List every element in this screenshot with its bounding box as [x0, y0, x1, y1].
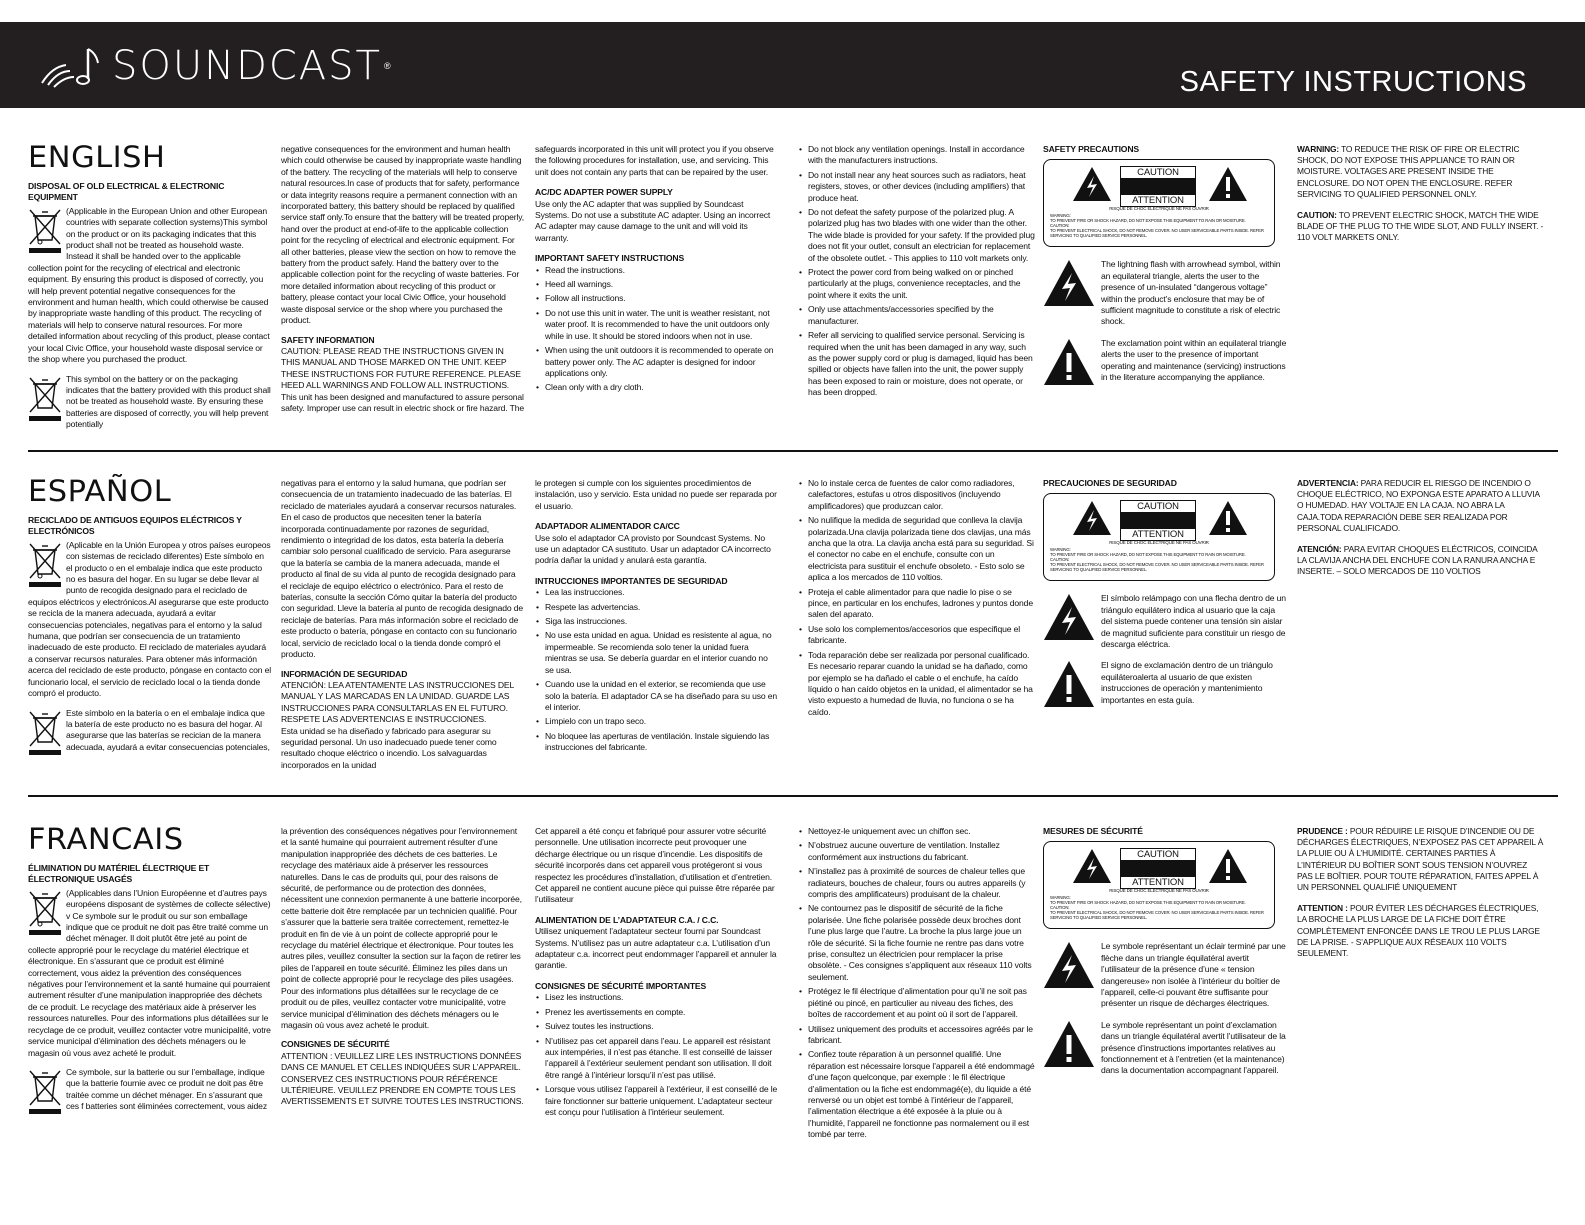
caution-word: CAUTION [1120, 848, 1196, 861]
list-item: • No lo instale cerca de fuentes de calor como radiadores, calefactores, estufas u otros dispositivos (incluyendo amplificadores) que produzcan calor. [808, 478, 1035, 512]
list-item: • Protect the power cord from being walked on or pinched particularly at the plugs, convenience receptacles, and the point where it exits the unit. [808, 267, 1035, 301]
caution-paragraph: ATENCIÓN: PARA EVITAR CHOQUES ELÉCTRICOS, COINCIDA LA CLAVIJA ANCHA DEL ENCHUFE CON LA RANURA ANCHA E INSERTE. – SOLO MERCADOS DE 110 VOLTIOS [1297, 544, 1538, 577]
caution-label-warning: WARNING: TO PREVENT FIRE OR SHOCK HAZARD, DO NOT EXPOSE THIS EQUIPMENT TO RAIN OR MOISTURE. CAUTION: TO PREVENT ELECTRICAL SHOCK, DO NOT REMOVE COVER. NO USER SERVICEABLE PARTS INSIDE. REFER SERVICING TO QUALIFIED SERVICE PERSONNEL. [1050, 213, 1264, 239]
list-item: • Siga las instrucciones. [545, 616, 778, 627]
warning-paragraph: WARNING: TO REDUCE THE RISK OF FIRE OR ELECTRIC SHOCK, DO NOT EXPOSE THIS APPLIANCE TO RAIN OR MOISTURE. VOLTAGES ARE PRESENT INSIDE THE ENCLOSURE. DO NOT OPEN THE ENCLOSURE. REFER SERVICING TO QUALIFIED PERSONNEL ONLY. [1297, 144, 1520, 199]
battery-text: negativas para el entorno y la salud humana, que podrían ser consecuencia de un tratamiento inadecuado de las baterías. El reciclado de materiales ayudará a conservar recursos naturales. En el caso de productos que necesiten tener la batería incorporada continuadamente por razones de seguridad, rendimiento o integridad de los datos, esta batería la debería cambiar solo personal cualificado de servicio. Para asegurarse que la batería se cambia de la manera adecuada, mande el producto al final de su vida al punto de recogida designado para el reciclaje de equipo eléctrico o electrónico. Para el resto de baterías, consulte la sección Cómo quitar la batería del producto con seguridad. Lleve la batería al punto de recogida designado de reciclaje de baterías. Para más información sobre el reciclado de este producto o batería, póngase en contacto con su funcionario local, servicio de reciclado local o la tienda donde compró el producto. [281, 478, 524, 660]
adapter-text: Utilisez uniquement l’adaptateur secteur fourni par Soundcast Systems. N’utilisez pas un autre adaptateur c.a. L’utilisation d’un adaptateur c.a. incorrect peut endommager l’appareil et annuler la garantie. [535, 926, 777, 971]
list-item: • Suivez toutes les instructions. [545, 1021, 778, 1032]
important-title: IMPORTANT SAFETY INSTRUCTIONS [535, 253, 685, 264]
list-item: • Use solo los complementos/accesorios que especifique el fabricante. [808, 624, 1035, 647]
adapter-text: Use solo el adaptador CA provisto por Soundcast Systems. No use un adaptador CA sustituto. Usar un adaptador CA incorrecto podría dañar la unidad y anulará esta garantía. [535, 532, 771, 566]
column-precautions [1043, 826, 1288, 1077]
caution-word: CAUTION [1120, 500, 1196, 513]
list-item: • Ne contournez pas le dispositif de sécurité de la fiche polarisée. Une fiche polarisée possède deux broches dont l’une plus large que l’autre. La broche la plus large joue un rôle de sécurité. Si la fiche fournie ne rentre pas dans votre prise, consultez un électricien pour remplacer la prise obsolète. - Ces consignes s’appliquent aux réseaux 110 volts seulement. [808, 903, 1035, 983]
risque-text: RISQUE DE CHOC ELECTRIQUE NE PAS OUVRIR [1109, 540, 1209, 546]
caution-center [1120, 500, 1196, 541]
safety-info-caps: ATTENTION : VEUILLEZ LIRE LES INSTRUCTIONS DONNÉES DANS CE MANUEL ET CELLES INDIQUÉES SUR L’APPAREIL. CONSERVEZ CES INSTRUCTIONS POUR RÉFÉRENCE ULTÉRIEURE. VEUILLEZ PRENDRE EN COMPTE TOUS LES AVERTISSEMENTS ET SUIVRE TOUTES LES INSTRUCTIONS. [281, 1050, 524, 1107]
column-battery-safety [281, 144, 524, 414]
safety-info-caps: ATENCIÓN: LEA ATENTAMENTE LAS INSTRUCCIONES DEL MANUAL Y LAS MARCADAS EN LA UNIDAD. GUARDE LAS INSTRUCCIONES PARA CONSULTARLAS EN EL FUTURO. RESPETE LAS ADVERTENCIAS E INSTRUCCIONES. [281, 679, 514, 725]
instructions-list [798, 478, 1035, 718]
attention-word: ATTENTION [1120, 528, 1196, 541]
caution-label-warning: WARNING: TO PREVENT FIRE OR SHOCK HAZARD, DO NOT EXPOSE THIS EQUIPMENT TO RAIN OR MOISTURE. CAUTION: TO PREVENT ELECTRICAL SHOCK, DO NOT REMOVE COVER. NO USER SERVICEABLE PARTS INSIDE. REFER SERVICING TO QUALIFIED SERVICE PERSONNEL. [1050, 895, 1264, 921]
caution-paragraph: ATTENTION : POUR ÉVITER LES DÉCHARGES ÉLECTRIQUES, LA BROCHE LA PLUS LARGE DE LA FICHE DOIT ÊTRE COMPLÈTEMENT ENFONCÉE DANS LE TROU LE PLUS LARGE DE LA PRISE. - S’APPLIQUE AUX RÉSEAUX 110 VOLTS SEULEMENT. [1297, 903, 1540, 959]
list-item: • Follow all instructions. [545, 293, 778, 304]
safety-info-text: Esta unidad se ha diseñado y fabricado para asegurar su seguridad personal. Un uso inadecuado puede tener como resultado choque eléctrico o incendio. Los salvaguardas incorporados en la unidad [281, 725, 497, 770]
precautions-title: PRECAUCIONES DE SEGURIDAD [1043, 478, 1177, 488]
crossed-bin-icon [28, 1067, 62, 1115]
crossed-bin-icon [28, 540, 62, 588]
caution-black-band [1120, 513, 1196, 528]
column-warnings [1297, 826, 1544, 959]
list-item: • Do not install near any heat sources such as radiators, heat registers, stoves, or other devices (including amplifiers) that produce heat. [808, 170, 1035, 204]
adapter-title: ALIMENTATION DE L’ADAPTATEUR C.A. / C.C. [535, 914, 719, 925]
list-item: • Toda reparación debe ser realizada por personal cualificado. Es necesario reparar cuando la unidad se ha dañado, como por ejemplo se ha dañado el cable o el enchufe, ha caído líquido o han caído objetos en la unidad, el alimentador se ha visto expuesto a humedad de lluvia, no funciona o se ha caído. [808, 650, 1035, 718]
column-instructions [798, 478, 1035, 721]
language-heading: ENGLISH [28, 140, 166, 174]
list-item: • When using the unit outdoors it is recommended to operate on battery power only. The AC adapter is designed for indoor applications only. [545, 345, 778, 379]
important-title: INTRUCCIONES IMPORTANTES DE SEGURIDAD [535, 575, 728, 586]
list-item: • Do not use this unit in water. The unit is weather resistant, not water proof. It is recommended to have the unit outdoors only while in use. It should be stored indoors when not in use. [545, 308, 778, 342]
column-battery-safety [281, 826, 524, 1108]
important-list [535, 992, 778, 1118]
soundcast-logo [38, 36, 391, 96]
list-item: • Clean only with a dry cloth. [545, 382, 778, 393]
list-item: • No bloquee las aperturas de ventilación. Instale siguiendo las instrucciones del fabricante. [545, 731, 778, 754]
crossed-bin-icon [28, 888, 62, 936]
caution-center [1120, 848, 1196, 889]
language-heading: ESPAÑOL [28, 474, 172, 508]
important-list [535, 587, 778, 753]
battery-disposal-text: Ce symbole, sur la batterie ou sur l’emballage, indique que la batterie fournie avec ce produit ne doit pas être traitée comme un déchet ménager. En s’assurant que ces f batteries sont éliminées correctement, vous aidez [28, 1067, 271, 1113]
caution-black-band [1120, 861, 1196, 876]
exclamation-triangle-icon [1208, 500, 1248, 536]
list-item: • Nettoyez-le uniquement avec un chiffon sec. [808, 826, 1035, 837]
safeguards-text: safeguards incorporated in this unit will protect you if you observe the following procedures for installation, use, and servicing. This unit does not contain any parts that can be repaired by the user. [535, 144, 774, 177]
column-adapter [535, 478, 778, 757]
caution-center [1120, 166, 1196, 207]
list-item: • Respete las advertencias. [545, 602, 778, 613]
exclamation-explanation: El signo de exclamación dentro de un triángulo equiláteroalerta al usuario de que existen instrucciones de operación y mantenimiento importantes en esta guía. [1043, 660, 1288, 712]
disposal-text: (Applicables dans l’Union Européenne et d’autres pays européens disposant de systèmes de collecte sélective) v Ce symbole sur le produit ou sur son emballage indique que ce produit ne doit pas être traité comme un déchet ménager. Il doit plutôt être jeté au point de collecte approprié pour le recyclage du matériel électrique et électronique. En s’assurant que ce produit est éliminé correctement, vous aidez la prévention des conséquences négatives pour l’environnement et la santé humaine qui pourraient autrement résulter d’une manipulation inappropriée des déchets de ce produit. Le recyclage des matériaux aide à préserver les ressources naturelles. Pour des informations plus détaillées sur le recyclage de ce produit, veuillez contacter votre municipalité, votre service municipal d’élimination des déchets ménagers ou le magasin où vous avez acheté le produit. [28, 887, 271, 1058]
header-bar [0, 22, 1585, 108]
list-item: • Heed all warnings. [545, 279, 778, 290]
list-item: • Cuando use la unidad en el exterior, se recomienda que use solo la batería. El adaptador CA se ha diseñado para su uso en el interior. [545, 679, 778, 713]
exclamation-triangle-icon [1208, 848, 1248, 884]
exclamation-explanation: Le symbole représentant un point d’exclamation dans un triangle équilatéral avertit l’utilisateur de la présence d’instructions importantes relatives au fonctionnement et à l’entretien (et la maintenance) dans la documentation accompagnant l’appareil. [1043, 1020, 1288, 1077]
attention-word: ATTENTION [1120, 876, 1196, 889]
list-item: • Confiez toute réparation à un personnel qualifié. Une réparation est nécessaire lorsque l’appareil a été endommagé d’une façon quelconque, par exemple : le fil électrique d’alimentation ou la fiche est endommagé(e), du liquide a été renversé ou un objet est tombé à l’intérieur de l’appareil, l’alimentation électrique a été exposée à la pluie ou à l’humidité, l’appareil ne fonctionne pas normalement ou il est tombé par terre. [808, 1049, 1035, 1140]
list-item: • Limpielo con un trapo seco. [545, 716, 778, 727]
caution-label-warning: WARNING: TO PREVENT FIRE OR SHOCK HAZARD, DO NOT EXPOSE THIS EQUIPMENT TO RAIN OR MOISTURE. CAUTION: TO PREVENT ELECTRICAL SHOCK, DO NOT REMOVE COVER. NO USER SERVICEABLE PARTS INSIDE. REFER SERVICING TO QUALIFIED SERVICE PERSONNEL. [1050, 547, 1264, 573]
safeguards-text: Cet appareil a été conçu et fabriqué pour assurer votre sécurité personnelle. Une utilisation incorrecte peut provoquer une décharge électrique ou un risque d’incendie. Les dispositifs de sécurité incorporés dans cet appareil vous protégeront si vous respectez les procédures d’installation, d’utilisation et d’entretien. Cet appareil ne contient aucune pièce qui puisse être réparée par l’utilisateur [535, 826, 775, 905]
battery-disposal-text: Este símbolo en la batería o en el embalaje indica que la batería de este producto no es basura del hogar. Al asegurarse que las baterías se recician de la manera adecuada, ayudará a evitar consecuencias potenciales, [28, 708, 271, 754]
list-item: • Protégez le fil électrique d’alimentation pour qu’il ne soit pas piétiné ou pincé, en particulier au niveau des fiches, des boîtes de raccordement et au point où il sort de l’appareil. [808, 986, 1035, 1020]
exclamation-triangle-icon [1043, 338, 1095, 386]
list-item: • Only use attachments/accessories specified by the manufacturer. [808, 304, 1035, 327]
column-instructions [798, 144, 1035, 402]
safety-info-title: SAFETY INFORMATION [281, 334, 375, 345]
disposal-text: (Applicable in the European Union and other European countries with separate collection systems)This symbol on the product or on its packaging indicates that this product shall not be treated as household waste. Instead it shall be handed over to the applicable collection point for the recycling of electrical and electronic equipment. By ensuring this product is disposed of correctly, you will help prevent potential negative consequences for the environment and human health, which could otherwise be caused by inappropriate waste handling of this product. The recycling of materials will help to conserve natural resources. For more detailed information about recycling of this product, please contact your local Civic Office, your household waste disposal service or the shop where you purchased the product. [28, 205, 270, 365]
risque-text: RISQUE DE CHOC ELECTRIQUE NE PAS OUVRIR [1109, 206, 1209, 212]
list-item: • Lisez les instructions. [545, 992, 778, 1003]
risque-text: RISQUE DE CHOC ELECTRIQUE NE PAS OUVRIR [1109, 888, 1209, 894]
safety-info-title: INFORMACIÓN DE SEGURIDAD [281, 668, 408, 679]
column-battery-safety [281, 478, 524, 771]
caution-label [1043, 841, 1275, 929]
list-item: • Lorsque vous utilisez l’appareil à l’extérieur, il est conseillé de le faire fonctionner sur batterie uniquement. L’adaptateur secteur est conçu pour l’utilisation à l’intérieur seulement. [545, 1084, 778, 1118]
precautions-title: MESURES DE SÉCURITÉ [1043, 826, 1143, 836]
lightning-triangle-icon [1043, 593, 1095, 641]
column-instructions [798, 826, 1035, 1144]
soundcast-logo-icon [38, 41, 108, 91]
list-item: • Do not block any ventilation openings. Install in accordance with the manufacturers instructions. [808, 144, 1035, 167]
precautions-title: SAFETY PRECAUTIONS [1043, 144, 1139, 154]
column-disposal [28, 140, 271, 431]
lightning-explanation: Le symbole représentant un éclair terminé par une flèche dans un triangle équilatéral avertit l’utilisateur de la présence d’une « tension dangereuse» non isolée à l’intérieur du boîtier de l’appareil, celle-ci pouvant être suffisante pour présenter un risque de décharges électriques. [1043, 941, 1288, 1009]
list-item: • No nulifique la medida de seguridad que conlleva la clavija polarizada.Una clavija polarizada tiene dos clavijas, una más ancha que la otra. La clavija ancha está para su seguridad. Si el conector no cabe en el enchufe, consulte con un electricista para sustituir el enchufe obsoleto. - Esto solo se aplica a los mercados de 110 voltios. [808, 515, 1035, 583]
crossed-bin-icon [28, 206, 62, 254]
adapter-title: ADAPTADOR ALIMENTADOR CA/CC [535, 521, 680, 532]
caution-paragraph: CAUTION: TO PREVENT ELECTRIC SHOCK, MATCH THE WIDE BLADE OF THE PLUG TO THE WIDE SLOT, AND FULLY INSERT. - 110 VOLT MARKETS ONLY. [1297, 210, 1544, 243]
exclamation-triangle-icon [1208, 166, 1248, 202]
safety-info-title: CONSIGNES DE SÉCURITÉ [281, 1039, 390, 1050]
list-item: • N’utilisez pas cet appareil dans l’eau. Le appareil est résistant aux intempéries, il n’est pas étanche. Il est conseillé de laisser l’appareil à l’extérieur seulement pendant son utilisation. Il doit être rangé à l’intérieur lorsqu’il n’est pas utilisé. [545, 1036, 778, 1082]
lightning-triangle-icon [1043, 259, 1095, 307]
brand-name: SOUNDCAST [112, 43, 382, 89]
lightning-explanation: El símbolo relámpago con una flecha dentro de un triángulo equilátero indica al usuario que la caja del sistema puede contener una tensión sin aislar de magnitud suficiente para constituir un riesgo de descarga eléctrica. [1043, 593, 1288, 650]
adapter-text: Use only the AC adapter that was supplied by Soundcast Systems. Do not use a substitute AC adapter. Using an incorrect AC adapter may cause damage to the unit and will void its warranty. [535, 198, 771, 243]
lightning-explanation: The lightning flash with arrowhead symbol, within an equilateral triangle, alerts the user to the presence of un-insulated “dangerous voltage” within the product’s enclosure that may be of sufficient magnitude to constitute a risk of electric shock. [1043, 259, 1288, 327]
caution-word: CAUTION [1120, 166, 1196, 179]
column-disposal [28, 474, 271, 756]
section-divider [28, 450, 1558, 452]
lightning-triangle-icon [1072, 848, 1112, 884]
safety-info-text: This unit has been designed and manufactured to assure personal safety. Improper use can result in electric shock or fire hazard. The [281, 391, 524, 413]
disposal-text: (Aplicable en la Unión Europea y otros países europeos con sistemas de reciclado diferentes) Este símbolo en el producto o en el embalaje indica que este producto no es basura del hogar. En su lugar se debe llevar al punto de recogida designado para el reciclado de equipos eléctricos y electrónicos.Al asegurarse que este producto se recicla de la manera adecuada, ayudará a evitar consecuencias potenciales, negativas para el entorno y la salud humana, que podrían ser consecuencia de un tratamiento inadecuado de este producto. El reciclado de materiales ayudará a conservar recursos naturales. Para obtener más información acerca del reciclado de este producto, póngase en contacto con el funcionario local, el servicio de reciclado local o la tienda donde compró el producto. [28, 539, 271, 699]
column-precautions [1043, 144, 1288, 390]
battery-text: negative consequences for the environment and human health which could otherwise be caused by inappropriate waste handling of the battery. The recycling of the materials will help to conserve natural resources.In case of products that for safety, performance or data integrity reasons require a permanent connection with an incorporated battery, this battery should be replaced by qualified service staff only.To ensure that the battery will be treated properly, hand over the product at end-of-life to the applicable collection point for the recycling of electrical and electronic equipment. For all other batteries, please view the section on how to remove the battery from the product safely. Hand the battery over to the applicable collection point for the recycling of waste batteries. For more detailed information about recycling of this product or battery, please contact your local Civic Office, your household waste disposal service or the shop where you purchased the product. [281, 144, 524, 326]
lightning-triangle-icon [1072, 500, 1112, 536]
battery-disposal-text: This symbol on the battery or on the packaging indicates that the battery provided with this product shall not be treated as household waste. By ensuring these batteries are disposed of correctly, you will help prevent potentially [28, 374, 271, 431]
section-divider [28, 795, 1558, 797]
disposal-title: RECICLADO DE ANTIGUOS EQUIPOS ELÉCTRICOS Y ELECTRÓNICOS [28, 515, 242, 537]
column-warnings [1297, 144, 1544, 244]
crossed-bin-icon [28, 708, 62, 756]
list-item: • Lea las instrucciones. [545, 587, 778, 598]
important-title: CONSIGNES DE SÉCURITÉ IMPORTANTES [535, 980, 707, 991]
lightning-triangle-icon [1072, 166, 1112, 202]
disposal-title: ÉLIMINATION DU MATÉRIEL ÉLECTRIQUE ET ÉLECTRONIQUE USAGÉS [28, 863, 210, 885]
page-title: SAFETY INSTRUCTIONS [1179, 66, 1527, 98]
exclamation-triangle-icon [1043, 1020, 1095, 1068]
battery-text: la prévention des conséquences négatives pour l’environnement et la santé humaine qui pourraient autrement résulter d’une manipulation inappropriée des déchets de ces batteries. Le recyclage des matériaux aide à préserver les ressources naturelles. Dans le cas de produits qui, pour des raisons de sécurité, de performance ou de protection des données, nécessitent une connexion permanente à une batterie incorporée, cette batterie doit être remplacée par un technicien qualifié. Pour s’assurer que la batterie sera traitée correctement, remettez-le produit en fin de vie à un point de collecte approprié pour le recyclage du matériel électrique et électronique. Pour toutes les autres piles, veuillez consulter la section sur la façon de retirer les piles de l’appareil en toute sécurité. Éliminez les piles dans un point de collecte approprié pour le recyclage des piles usagées. Pour des informations plus détaillées sur le recyclage de ce produit ou de piles, veuillez contacter votre municipalité, votre service municipal d’élimination des déchets ménagers ou le magasin où vous avez acheté le produit. [281, 826, 522, 1030]
important-list [535, 265, 778, 394]
attention-word: ATTENTION [1120, 194, 1196, 207]
language-heading: FRANCAIS [28, 822, 184, 856]
caution-label [1043, 159, 1275, 247]
list-item: • Read the instructions. [545, 265, 778, 276]
column-precautions [1043, 478, 1288, 712]
safety-info-caps: CAUTION: PLEASE READ THE INSTRUCTIONS GIVEN IN THIS MANUAL AND THOSE MARKED ON THE UNIT. KEEP THESE INSTRUCTIONS FOR FUTURE REFERENCE. PLEASE HEED ALL WARNINGS AND FOLLOW ALL INSTRUCTIONS. [281, 345, 521, 391]
adapter-title: AC/DC ADAPTER POWER SUPPLY [535, 187, 673, 198]
caution-label [1043, 493, 1275, 581]
list-item: • Prenez les avertissements en compte. [545, 1007, 778, 1018]
column-disposal [28, 822, 271, 1115]
instructions-list [798, 826, 1035, 1141]
list-item: • Refer all servicing to qualified service personal. Servicing is required when the unit has been damaged in any way, such as the power supply cord or plug is damaged, liquid has been spilled or objects have fallen into the unit, the power supply has been exposed to rain or moisture, does not operate, or has been dropped. [808, 330, 1035, 398]
list-item: • N’obstruez aucune ouverture de ventilation. Installez conformément aux instructions du fabricant. [808, 840, 1035, 863]
lightning-triangle-icon [1043, 941, 1095, 989]
safeguards-text: le protegen si cumple con los siguientes procedimientos de instalación, uso y servicio. Esta unidad no puede ser reparada por el usuario. [535, 478, 777, 511]
warning-paragraph: ADVERTENCIA: PARA REDUCIR EL RIESGO DE INCENDIO O CHOQUE ELÉCTRICO, NO EXPONGA ESTE APARATO A LLUVIA O HUMEDAD. HAY VOLTAJE EN LA CAJA. NO ABRA LA CAJA.TODA REPARACIÓN DEBE SER REALIZADA POR PERSONAL CUALIFICADO. [1297, 478, 1540, 533]
list-item: • N’installez pas à proximité de sources de chaleur telles que radiateurs, bouches de chaleur, fours ou autres appareils (y compris des amplificateurs) produisant de la chaleur. [808, 866, 1035, 900]
registered-mark: ® [384, 61, 391, 71]
column-adapter [535, 144, 778, 397]
list-item: • Utilisez uniquement des produits et accessoires agréés par le fabricant. [808, 1024, 1035, 1047]
caution-black-band [1120, 179, 1196, 194]
exclamation-triangle-icon [1043, 660, 1095, 708]
list-item: • Proteja el cable alimentador para que nadie lo pise o se pince, en particular en los enchufes, ladrones y puntos donde salen del aparato. [808, 587, 1035, 621]
column-adapter [535, 826, 778, 1121]
exclamation-explanation: The exclamation point within an equilateral triangle alerts the user to the presence of important operating and maintenance (servicing) instructions in the literature accompanying the appliance. [1043, 338, 1288, 390]
list-item: • Do not defeat the safety purpose of the polarized plug. A polarized plug has two blades with one wider than the other. The wide blade is provided for your safety. If the provided plug does not fit your outlet, consult an electrician for replacement of the obsolete outlet. - This applies to 110 volt markets only. [808, 207, 1035, 264]
crossed-bin-icon [28, 374, 62, 422]
column-warnings [1297, 478, 1544, 578]
disposal-title: DISPOSAL OF OLD ELECTRICAL & ELECTRONIC EQUIPMENT [28, 181, 225, 203]
instructions-list [798, 144, 1035, 399]
list-item: • No use esta unidad en agua. Unidad es resistente al agua, no impermeable. Se recomienda solo tener la unidad fuera mientras se usa. Se debería guardar en el interior cuando no se usa. [545, 630, 778, 676]
warning-paragraph: PRUDENCE : POUR RÉDUIRE LE RISQUE D’INCENDIE OU DE DÉCHARGES ÉLECTRIQUES, N’EXPOSEZ PAS CET APPAREIL À LA PLUIE OU À L’HUMIDITÉ. CERTAINES PARTIES À L’INTÉRIEUR DU BOÎTIER SONT SOUS TENSION N’OUVREZ PAS LE BOÎTIER. POUR TOUTE RÉPARATION, FAITES APPEL À UN PERSONNEL QUALIFIÉ UNIQUEMENT [1297, 826, 1544, 893]
